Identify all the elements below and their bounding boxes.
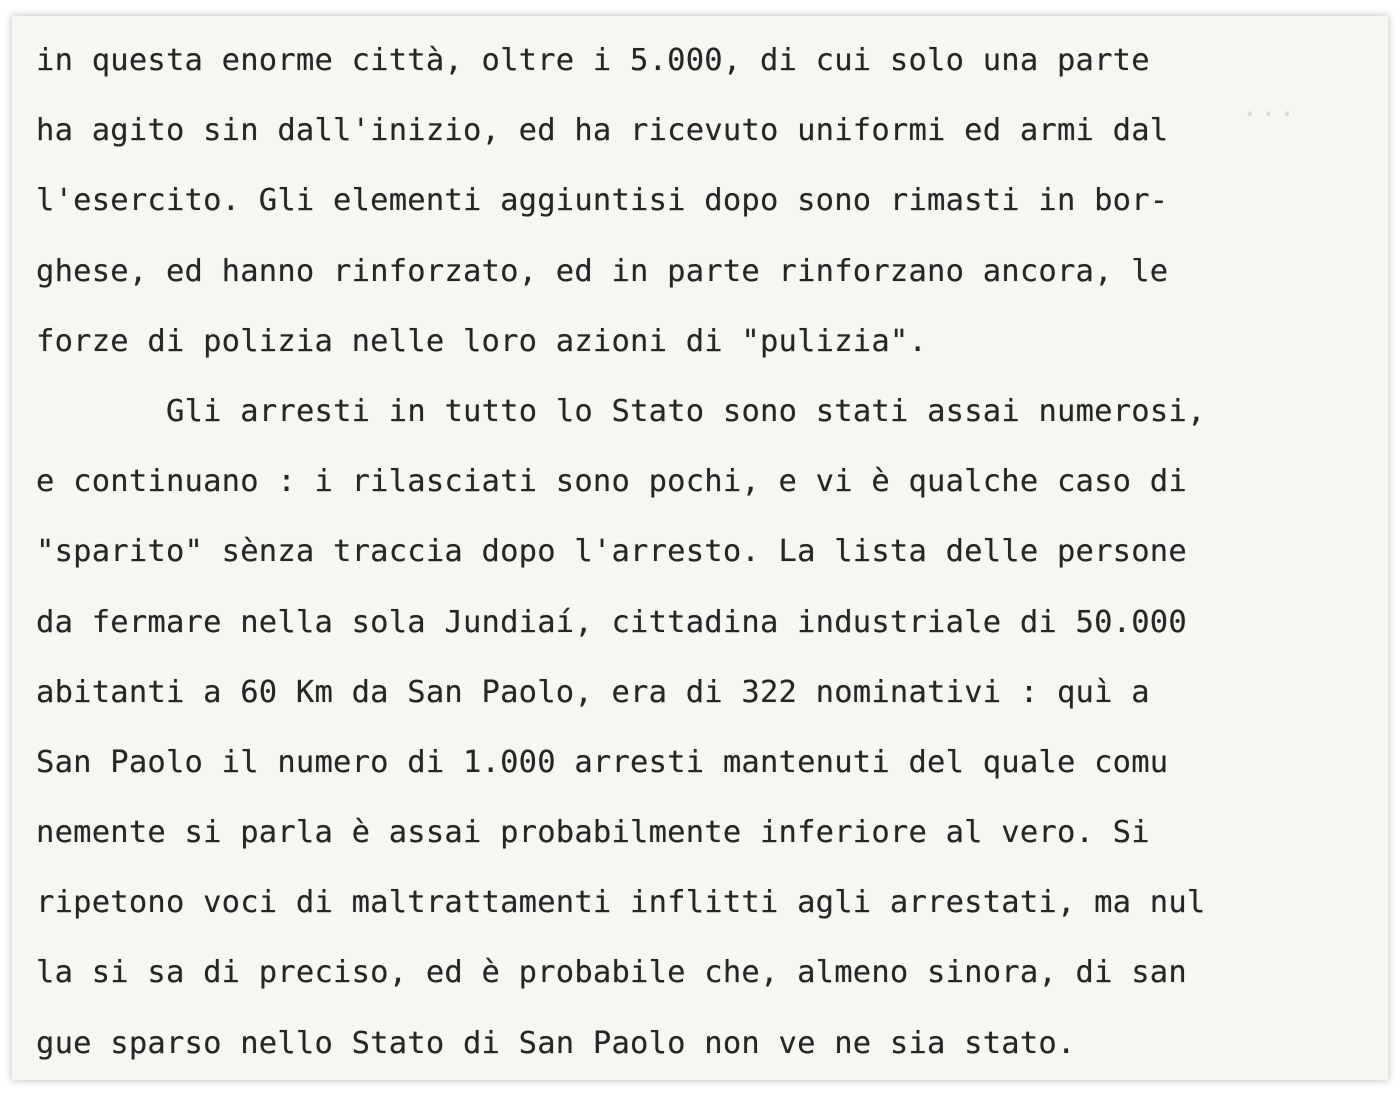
text-line-6-paragraph-start: Gli arresti in tutto lo Stato sono stati assai numerosi, xyxy=(166,393,1206,429)
text-line-7: e continuano : i rilasciati sono pochi, e vi è qualche caso di xyxy=(36,464,1187,500)
text-line-10: abitanti a 60 Km da San Paolo, era di 322 nominativi : quì a xyxy=(36,674,1150,710)
text-line-13: ripetono voci di maltrattamenti inflitti agli arrestati, ma nul xyxy=(36,885,1206,921)
text-line-11: San Paolo il numero di 1.000 arresti mantenuti del quale comu xyxy=(36,744,1169,780)
text-line-1: in questa enorme città, oltre i 5.000, di cui solo una parte xyxy=(36,43,1150,78)
text-line-12: nemente si parla è assai probabilmente inferiore al vero. Si xyxy=(36,815,1150,851)
text-line-14: la si sa di preciso, ed è probabile che, almeno sinora, di san xyxy=(36,955,1187,991)
text-line-8: "sparito" sènza traccia dopo l'arresto. La lista delle persone xyxy=(36,534,1187,570)
bleed-through-text: ... xyxy=(1240,91,1352,126)
text-line-2: ha agito sin dall'inizio, ed ha ricevuto uniformi ed armi dal xyxy=(36,113,1169,149)
text-line-4: ghese, ed hanno rinforzato, ed in parte rinforzano ancora, le xyxy=(36,253,1169,289)
text-line-9: da fermare nella sola Jundiaí, cittadina industriale di 50.000 xyxy=(36,604,1187,640)
text-line-15: gue sparso nello Stato di San Paolo non ve ne sia stato. xyxy=(36,1025,1076,1061)
text-line-5: forze di polizia nelle loro azioni di "pulizia". xyxy=(36,323,928,359)
text-line-3: l'esercito. Gli elementi aggiuntisi dopo sono rimasti in bor- xyxy=(36,183,1169,219)
document-page xyxy=(12,16,1388,1080)
typewritten-text-body xyxy=(36,26,1376,1079)
